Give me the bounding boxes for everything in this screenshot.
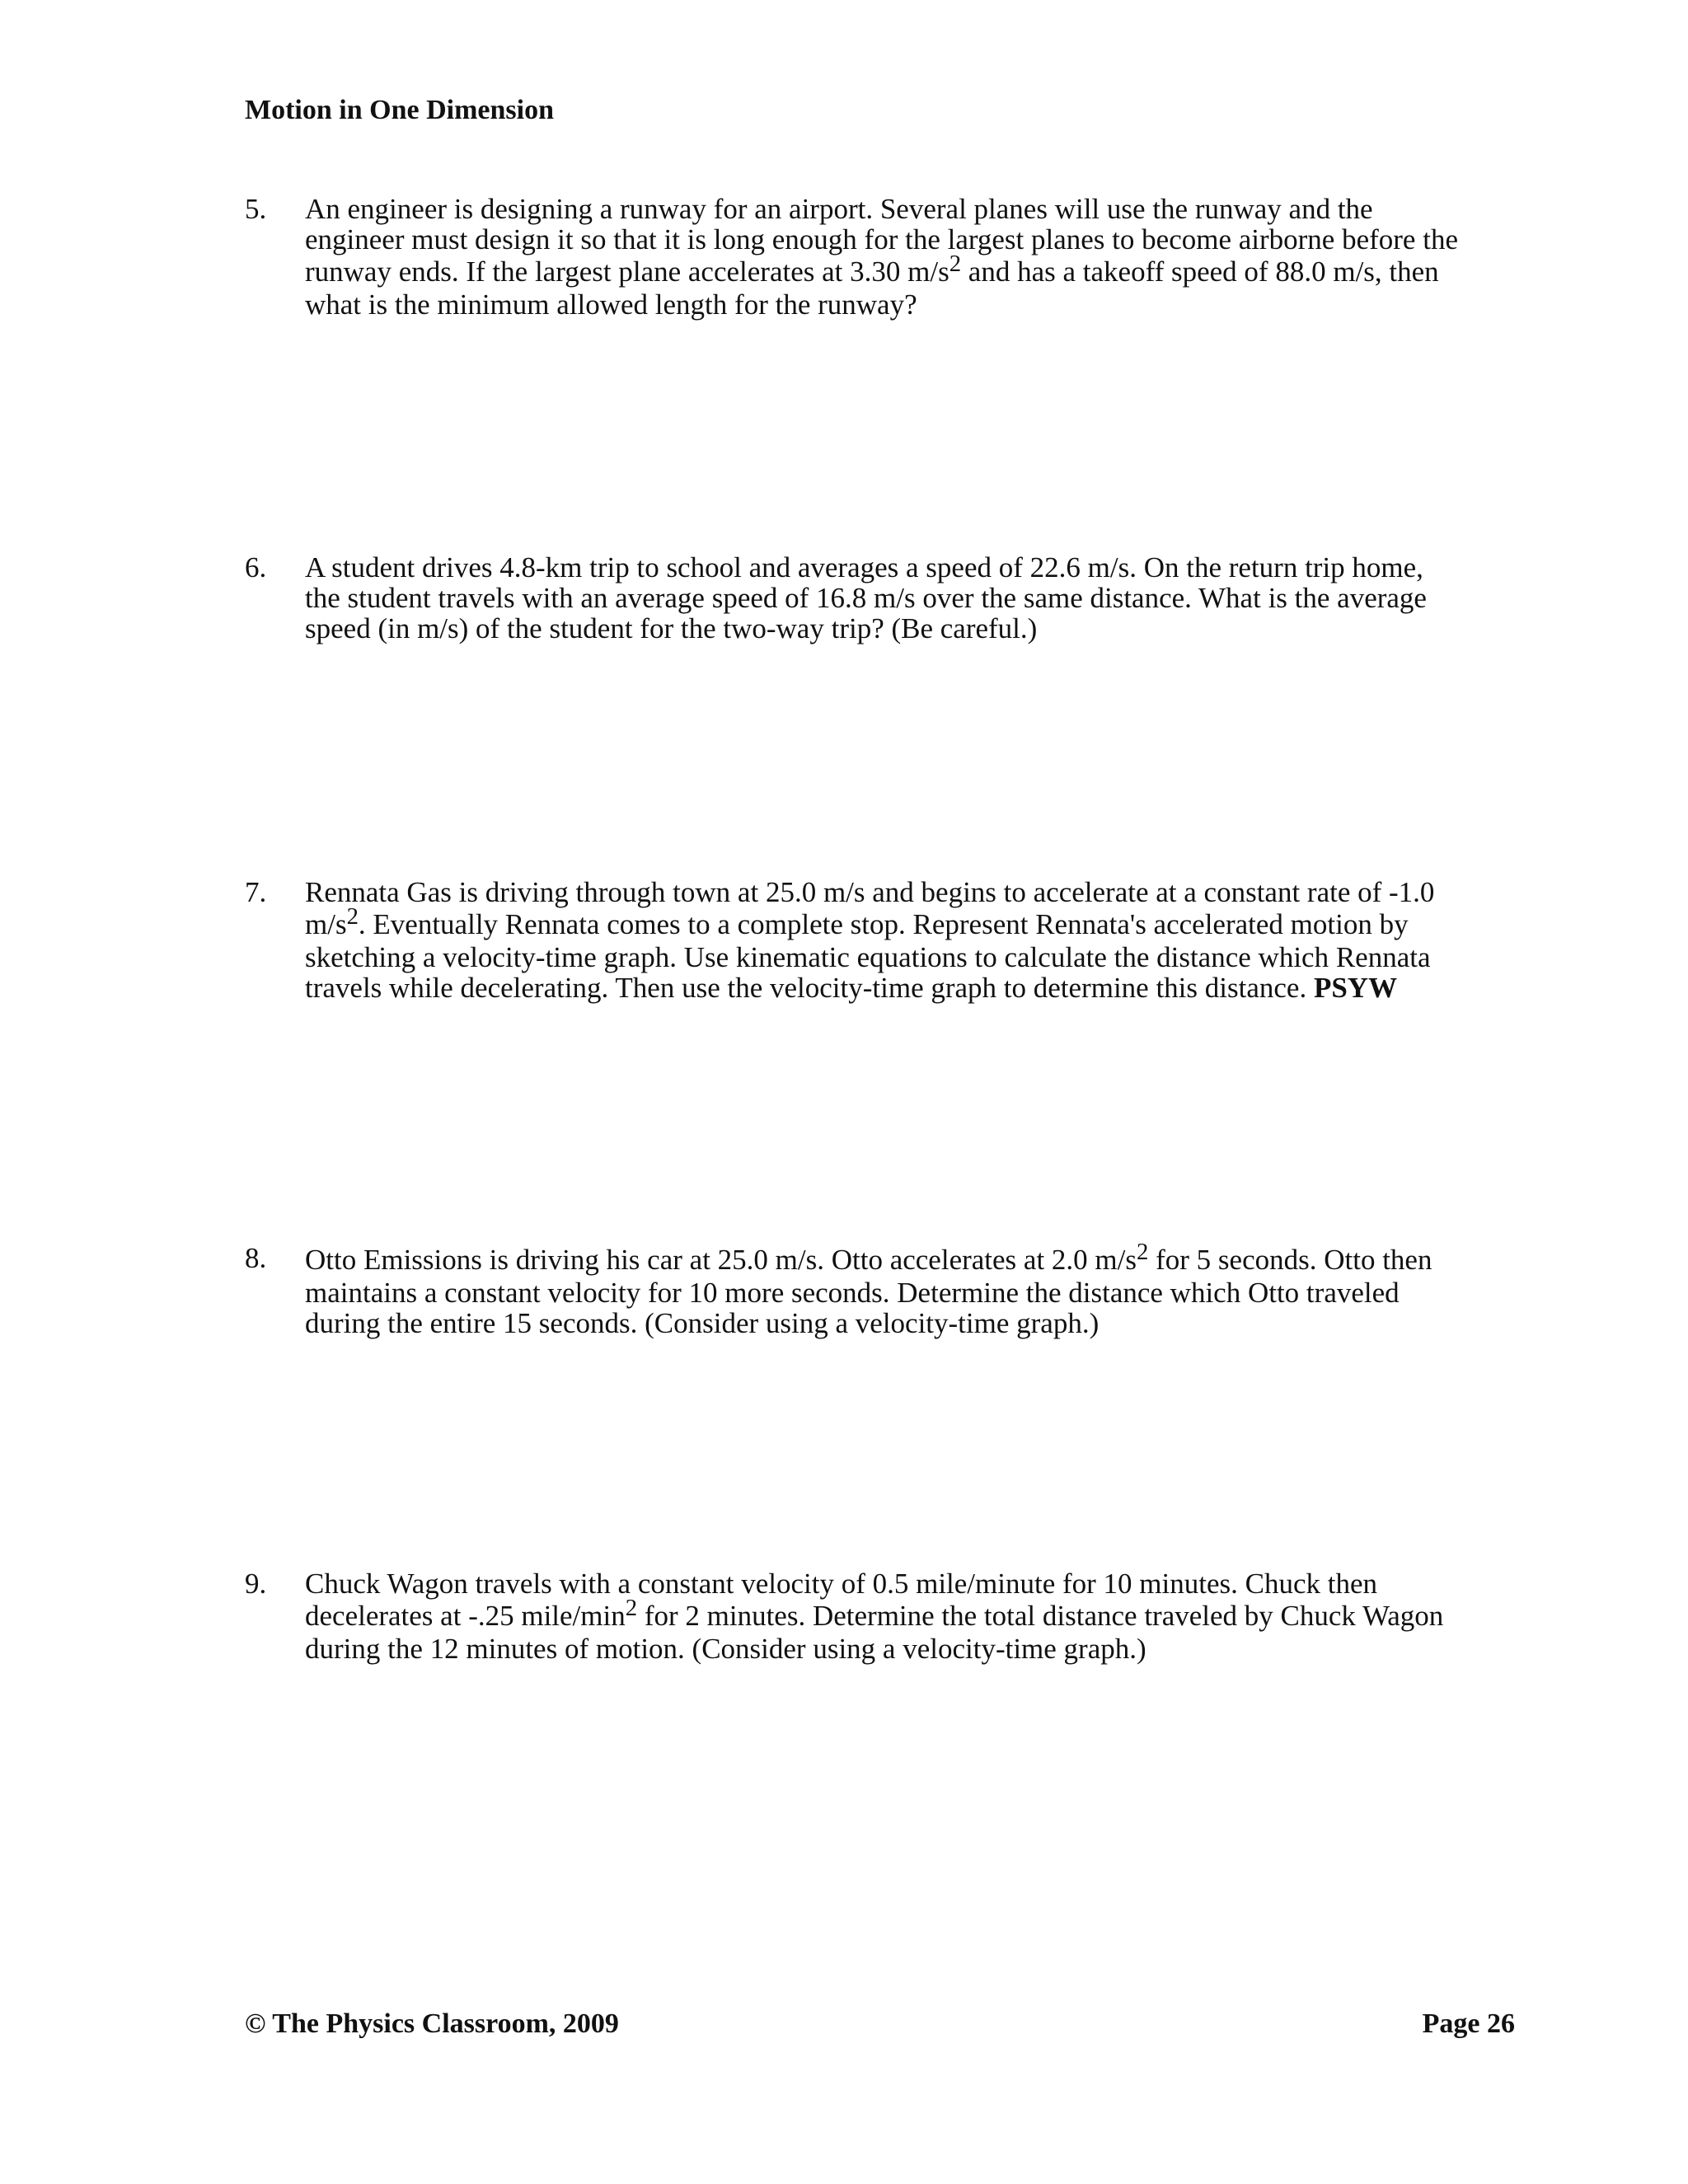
psyw-label: PSYW: [1313, 972, 1398, 1004]
problem-line: $m/s^2$. Eventually Rennata comes to a complete stop. Represent Rennata's accelerated motion by: [305, 902, 1409, 940]
problem-line: decelerates at -.25 mile/$\min^2$ for 2 minutes. Determine the total distance traveled by Chuck Wagon: [305, 1594, 1444, 1632]
superscript: 2: [1137, 1238, 1149, 1265]
problem-line: sketching a velocity-time graph. Use kinematic equations to calculate the distance which Rennata: [305, 941, 1431, 973]
superscript: 2: [949, 250, 962, 277]
problem-line: what is the minimum allowed length for the runway?: [305, 288, 917, 321]
problem-line: Rennata Gas is driving through town at 25.0 m/s and begins to accelerate at a constant rate of -1.0: [305, 876, 1435, 908]
problem-7: [245, 877, 1531, 1003]
footer-page-number: Page 26: [1422, 2008, 1515, 2039]
problem-number: 7.: [245, 876, 267, 908]
problem-text: [305, 1568, 1531, 1664]
problem-text: [305, 552, 1531, 644]
problem-line: during the 12 minutes of motion. (Consider using a velocity-time graph.): [305, 1633, 1146, 1665]
problem-line: engineer must design it so that it is long enough for the largest planes to become airborne before the: [305, 223, 1458, 255]
problem-number: 9.: [245, 1568, 267, 1600]
problem-line: the student travels with an average speed of 16.8 m/s over the same distance. What is the average: [305, 582, 1427, 614]
problem-line: runway ends. If the largest plane accelerates at 3.30 $m/s^2$ and has a takeoff speed of 88.0 m/s, then: [305, 250, 1439, 288]
problem-number: 5.: [245, 193, 267, 225]
footer-copyright: © The Physics Classroom, 2009: [245, 2008, 619, 2039]
superscript: 2: [346, 902, 359, 930]
problem-line: travels while decelerating. Then use the velocity-time graph to determine this distance. PSYW: [305, 972, 1398, 1004]
problem-number: 8.: [245, 1242, 267, 1274]
superscript: 2: [625, 1594, 638, 1621]
problem-text: [305, 1238, 1531, 1339]
problem-text: [305, 877, 1531, 1003]
problem-9: [245, 1568, 1531, 1664]
problem-line: Otto Emissions is driving his car at 25.0 m/s. Otto accelerates at 2.0 $m/s^2$ for 5 seconds. Otto then: [305, 1238, 1432, 1276]
problem-line: maintains a constant velocity for 10 more seconds. Determine the distance which Otto traveled: [305, 1277, 1400, 1309]
problem-line: speed (in m/s) of the student for the two-way trip? (Be careful.): [305, 612, 1038, 644]
problem-line: A student drives 4.8-km trip to school and averages a speed of 22.6 m/s. On the return trip home,: [305, 551, 1423, 583]
problem-6: [245, 552, 1531, 644]
problem-line: Chuck Wagon travels with a constant velocity of 0.5 mile/minute for 10 minutes. Chuck then: [305, 1568, 1378, 1600]
page-title: Motion in One Dimension: [245, 95, 554, 125]
problem-text: [305, 194, 1531, 320]
problem-5: [245, 194, 1531, 320]
problem-8: [245, 1238, 1531, 1339]
problem-number: 6.: [245, 551, 267, 583]
problem-line: during the entire 15 seconds. (Consider using a velocity-time graph.): [305, 1307, 1100, 1339]
problem-line: An engineer is designing a runway for an airport. Several planes will use the runway and the: [305, 193, 1373, 225]
